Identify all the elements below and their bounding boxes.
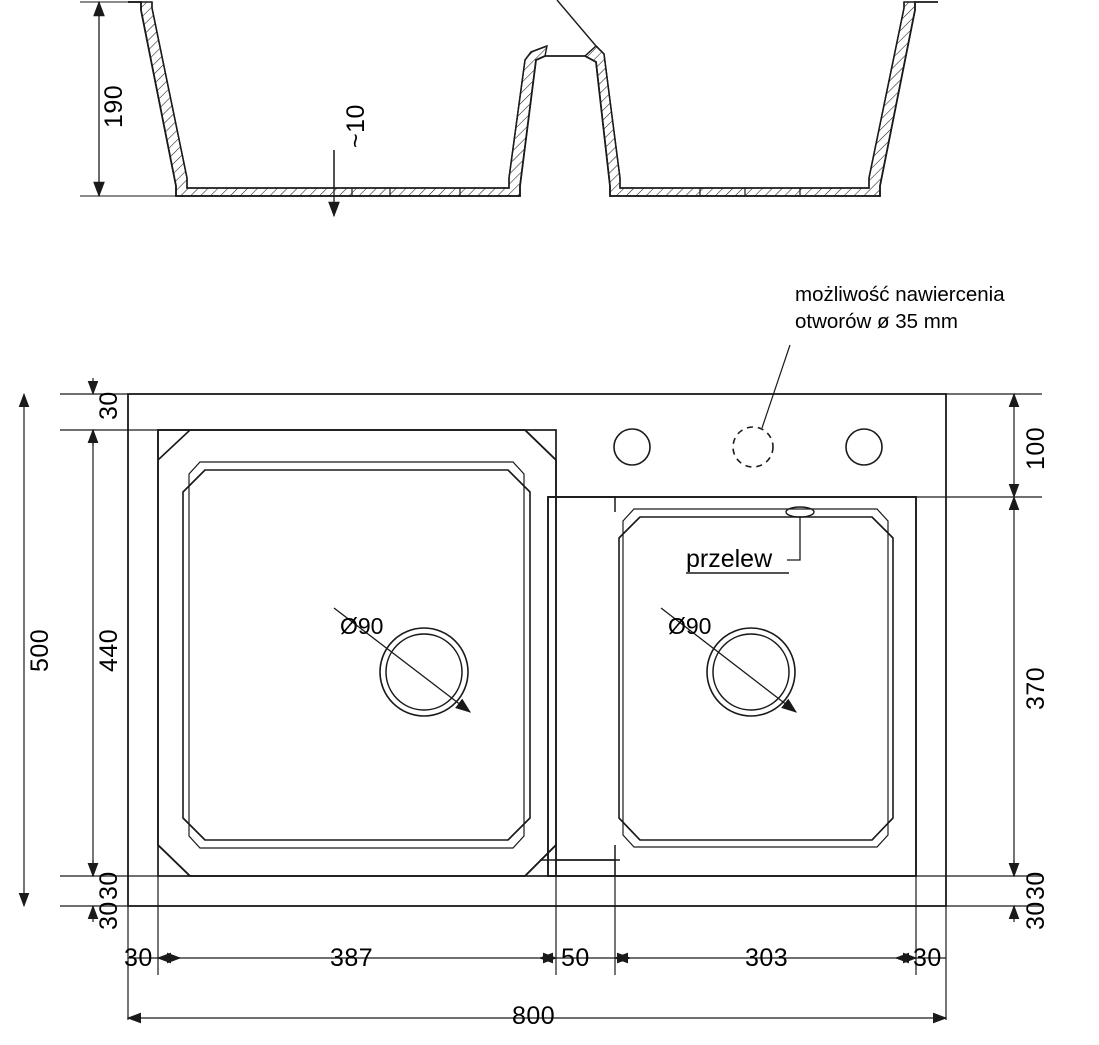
tap-hole-right xyxy=(846,429,882,465)
dimension-label-100: 100 xyxy=(1022,426,1050,470)
dimension-label-500: 500 xyxy=(26,628,54,672)
dimension-label-thickness: ~10 xyxy=(342,104,370,148)
right-dimensions xyxy=(916,394,1042,922)
dimension-label-50: 50 xyxy=(561,944,590,972)
dimension-label-440: 440 xyxy=(95,628,123,672)
tap-hole-optional xyxy=(733,427,773,467)
dimension-label-top-30: 30 xyxy=(95,391,123,420)
dimension-label-bottom-30b: 30 xyxy=(95,901,123,930)
dimension-label-800: 800 xyxy=(512,1002,556,1030)
section-view-group xyxy=(128,0,938,196)
drain-label-right: Ø90 xyxy=(668,613,712,639)
dimension-label-right-margin-30: 30 xyxy=(913,944,942,972)
drain-label-left: Ø90 xyxy=(340,613,384,639)
tap-hole-note-line1: możliwość nawiercenia xyxy=(795,283,1005,306)
dimension-label-303: 303 xyxy=(745,944,789,972)
dimension-label-right-30a: 30 xyxy=(1022,871,1050,900)
dimension-label-right-30b: 30 xyxy=(1022,901,1050,930)
tap-hole-note-line2: otworów ø 35 mm xyxy=(795,310,958,333)
top-view-group xyxy=(128,345,946,906)
overflow-label: przelew xyxy=(686,545,773,573)
dimension-label-bottom-30a: 30 xyxy=(95,871,123,900)
tap-hole-left xyxy=(614,429,650,465)
dimension-label-370: 370 xyxy=(1022,666,1050,710)
dimension-label-left-30: 30 xyxy=(124,944,153,972)
dimension-label-190: 190 xyxy=(100,84,128,128)
dimension-label-387: 387 xyxy=(330,944,374,972)
bottom-dimensions xyxy=(128,860,946,1020)
